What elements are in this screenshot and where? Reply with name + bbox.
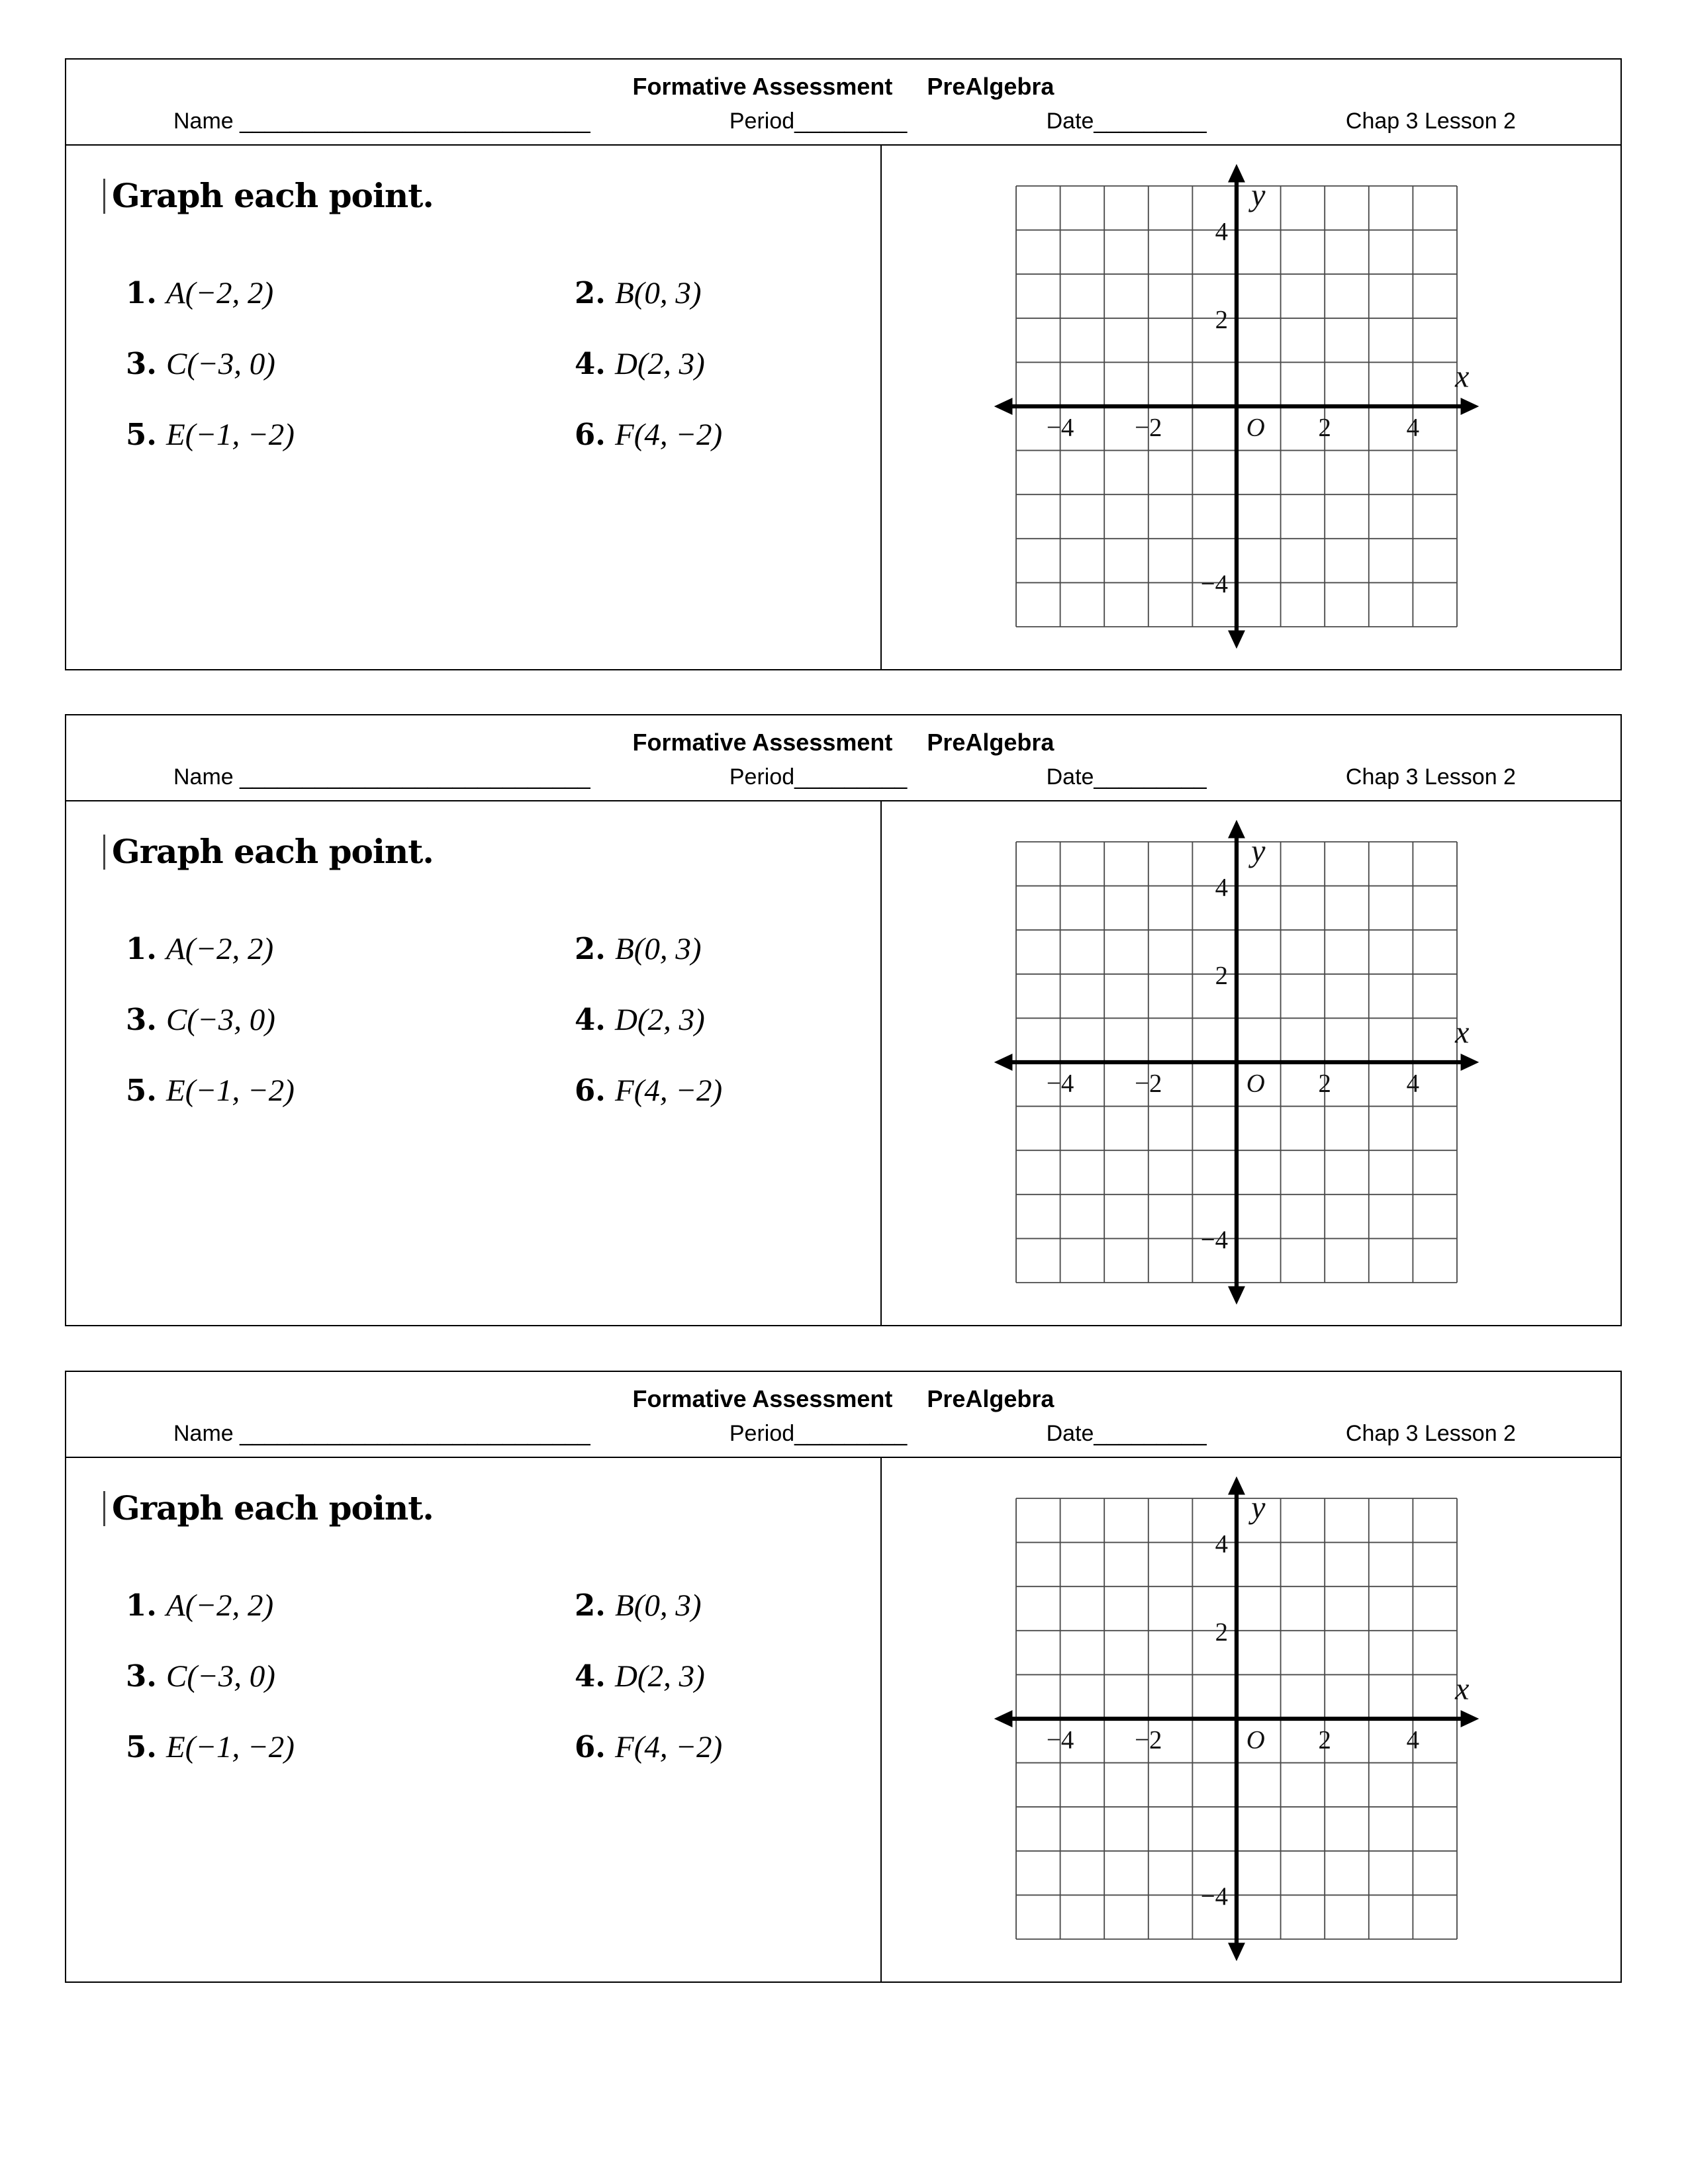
problem-number: 2.: [575, 275, 606, 310]
instructions-text: Graph each point.: [103, 1491, 434, 1526]
problem-expression: D(2, 3): [614, 1659, 705, 1694]
x-tick-label: −2: [1135, 1725, 1162, 1754]
problem-expression: F(4, −2): [614, 1073, 723, 1109]
y-tick-label: 2: [1215, 1617, 1229, 1647]
coordinate-grid: [992, 817, 1481, 1307]
instructions-text: Graph each point.: [103, 179, 434, 214]
subject-title: PreAlgebra: [927, 729, 1055, 756]
y-axis-arrow-down-icon: [1228, 1943, 1245, 1962]
problem-item: [126, 1731, 575, 1764]
name-field: Name ____________________________: [173, 1421, 590, 1447]
section-header: [66, 60, 1620, 146]
problem-number: 5.: [126, 1073, 157, 1109]
x-tick-label: 4: [1406, 413, 1420, 442]
graph-column: [882, 146, 1620, 669]
problem-expression: F(4, −2): [614, 1730, 723, 1765]
date-field: Date_________: [1046, 1421, 1207, 1447]
x-tick-label: −4: [1046, 1725, 1074, 1754]
problem-expression: E(−1, −2): [165, 418, 295, 453]
section-body: [66, 801, 1620, 1325]
x-tick-label: −4: [1046, 413, 1074, 442]
problem-number: 1.: [126, 1587, 157, 1623]
lesson-label: Chap 3 Lesson 2: [1345, 109, 1516, 134]
problem-expression: C(−3, 0): [165, 347, 275, 382]
problem-expression: D(2, 3): [614, 347, 705, 382]
x-axis-arrow-right-icon: [1461, 1710, 1479, 1727]
x-axis-arrow-left-icon: [994, 1710, 1013, 1727]
problem-item: [126, 1075, 575, 1107]
x-tick-label: 2: [1318, 413, 1331, 442]
section-header: [66, 715, 1620, 801]
x-axis-label: x: [1455, 1671, 1470, 1707]
period-field: Period_________: [729, 109, 908, 134]
problem-item: [575, 1731, 880, 1764]
y-tick-label: −4: [1200, 1882, 1229, 1911]
problem-number: 2.: [575, 931, 606, 966]
worksheet-section: [65, 714, 1622, 1326]
period-field: Period_________: [729, 1421, 908, 1447]
problem-expression: C(−3, 0): [165, 1003, 275, 1038]
worksheet-section: [65, 58, 1622, 670]
problem-number: 2.: [575, 1587, 606, 1623]
assessment-title: Formative Assessment: [632, 729, 893, 756]
lesson-label: Chap 3 Lesson 2: [1345, 1421, 1516, 1447]
student-info-row: [66, 1412, 1620, 1457]
problem-item: [575, 1004, 880, 1036]
worksheet-section: [65, 1371, 1622, 1983]
assessment-title: Formative Assessment: [632, 73, 893, 100]
subject-title: PreAlgebra: [927, 1385, 1055, 1412]
instructions-text: Graph each point.: [103, 835, 434, 870]
problem-number: 3.: [126, 346, 157, 382]
problem-number: 1.: [126, 931, 157, 966]
problem-expression: A(−2, 2): [165, 275, 274, 310]
y-tick-label: 2: [1215, 305, 1229, 334]
problem-expression: A(−2, 2): [165, 931, 274, 966]
graph-column: [882, 801, 1620, 1325]
y-axis-arrow-up-icon: [1228, 164, 1245, 183]
y-tick-label: −4: [1200, 1226, 1229, 1255]
student-info-row: [66, 100, 1620, 144]
subject-title: PreAlgebra: [927, 73, 1055, 100]
section-body: [66, 146, 1620, 669]
problems-list: [126, 277, 880, 452]
problem-expression: F(4, −2): [614, 418, 723, 453]
problems-column: [66, 1458, 882, 1981]
x-axis-arrow-left-icon: [994, 398, 1013, 415]
x-tick-label: −2: [1135, 1069, 1162, 1098]
problems-list: [126, 1587, 880, 1765]
problem-number: 6.: [575, 417, 606, 453]
lesson-label: Chap 3 Lesson 2: [1345, 764, 1516, 790]
problem-item: [126, 419, 575, 451]
date-field: Date_________: [1046, 109, 1207, 134]
x-tick-label: −4: [1046, 1069, 1074, 1098]
origin-label: O: [1246, 1069, 1265, 1098]
problem-number: 1.: [126, 275, 157, 310]
y-tick-label: 4: [1215, 873, 1229, 902]
problem-expression: A(−2, 2): [165, 1588, 274, 1623]
origin-label: O: [1246, 1725, 1265, 1754]
problem-item: [575, 348, 880, 381]
problem-item: [126, 933, 575, 966]
x-axis-label: x: [1455, 359, 1470, 394]
graph-column: [882, 1458, 1620, 1981]
problem-expression: E(−1, −2): [165, 1730, 295, 1765]
problem-expression: E(−1, −2): [165, 1073, 295, 1109]
x-tick-label: 2: [1318, 1069, 1331, 1098]
problem-item: [575, 1661, 880, 1693]
y-axis-arrow-up-icon: [1228, 820, 1245, 839]
problem-item: [126, 277, 575, 310]
period-field: Period_________: [729, 764, 908, 790]
problem-expression: B(0, 3): [614, 1588, 702, 1623]
problem-number: 6.: [575, 1729, 606, 1765]
problem-number: 4.: [575, 346, 606, 382]
problem-item: [575, 1587, 880, 1623]
problem-number: 4.: [575, 1002, 606, 1038]
problem-number: 5.: [126, 1729, 157, 1765]
section-header: [66, 1372, 1620, 1458]
section-title: [66, 73, 1620, 100]
y-axis-label: y: [1251, 833, 1266, 869]
problem-expression: B(0, 3): [614, 275, 702, 310]
name-field: Name ____________________________: [173, 764, 590, 790]
x-tick-label: 2: [1318, 1725, 1331, 1754]
problems-list: [126, 933, 880, 1108]
problem-number: 6.: [575, 1073, 606, 1109]
problem-item: [575, 933, 880, 966]
assessment-title: Formative Assessment: [632, 1385, 893, 1412]
y-axis-arrow-up-icon: [1228, 1477, 1245, 1495]
y-axis-label: y: [1251, 1490, 1266, 1525]
origin-label: O: [1246, 413, 1265, 442]
problem-expression: C(−3, 0): [165, 1659, 275, 1694]
x-axis-arrow-right-icon: [1461, 398, 1479, 415]
section-title: [66, 729, 1620, 756]
problem-expression: B(0, 3): [614, 931, 702, 966]
y-axis-arrow-down-icon: [1228, 631, 1245, 649]
y-tick-label: 4: [1215, 1529, 1229, 1559]
problem-item: [126, 1661, 575, 1693]
x-tick-label: 4: [1406, 1069, 1420, 1098]
problem-number: 4.: [575, 1659, 606, 1694]
problem-item: [575, 1075, 880, 1107]
section-body: [66, 1458, 1620, 1981]
problem-item: [575, 419, 880, 451]
x-tick-label: −2: [1135, 413, 1162, 442]
y-axis-arrow-down-icon: [1228, 1287, 1245, 1305]
x-axis-arrow-left-icon: [994, 1054, 1013, 1071]
y-tick-label: 4: [1215, 217, 1229, 246]
problems-column: [66, 801, 882, 1325]
problem-item: [126, 1587, 575, 1623]
problem-expression: D(2, 3): [614, 1003, 705, 1038]
problem-number: 3.: [126, 1659, 157, 1694]
problem-item: [575, 277, 880, 310]
coordinate-grid: [992, 1474, 1481, 1964]
coordinate-grid: [992, 161, 1481, 651]
x-tick-label: 4: [1406, 1725, 1420, 1754]
problem-item: [126, 1004, 575, 1036]
x-axis-label: x: [1455, 1015, 1470, 1050]
problems-column: [66, 146, 882, 669]
problem-number: 3.: [126, 1002, 157, 1038]
x-axis-arrow-right-icon: [1461, 1054, 1479, 1071]
section-title: [66, 1385, 1620, 1412]
student-info-row: [66, 756, 1620, 800]
problem-number: 5.: [126, 417, 157, 453]
date-field: Date_________: [1046, 764, 1207, 790]
y-tick-label: 2: [1215, 961, 1229, 990]
y-tick-label: −4: [1200, 570, 1229, 599]
name-field: Name ____________________________: [173, 109, 590, 134]
problem-item: [126, 348, 575, 381]
y-axis-label: y: [1251, 177, 1266, 213]
